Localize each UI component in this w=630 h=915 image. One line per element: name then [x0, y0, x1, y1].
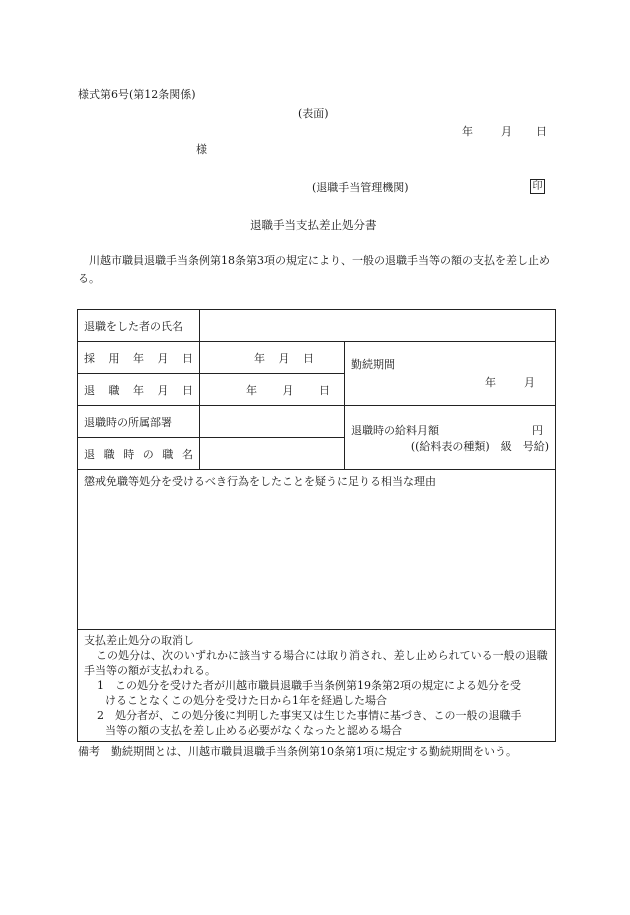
hire-label-char: 日	[182, 351, 193, 365]
hire-day-unit: 日	[303, 351, 314, 365]
form-table	[77, 309, 556, 742]
post-value-cell	[200, 438, 345, 470]
salary-detail: ((給料表の種類) 級 号給)	[410, 439, 549, 453]
cancel-intro: この処分は、次のいずれかに該当する場合には取り消され、差し止められている一般の退職手当等の額が支払われる。	[84, 649, 548, 677]
remark: 備考 勤続期間とは、川越市職員退職手当条例第10条第1項に規定する勤続期間をいう。	[78, 745, 517, 758]
post-label-char: 名	[181, 447, 193, 461]
retire-label-char: 退	[84, 383, 95, 397]
date-day: 日	[536, 125, 547, 138]
document-title: 退職手当支払差止処分書	[250, 218, 377, 232]
hire-year-unit: 年	[254, 351, 265, 365]
issuer-label: (退職手当管理機関)	[312, 181, 409, 194]
name-label: 退職をした者の氏名	[78, 310, 200, 342]
dept-value-cell	[200, 406, 345, 438]
post-label	[78, 438, 200, 470]
post-label-char: 時	[123, 447, 135, 461]
hire-label-char: 年	[133, 351, 144, 365]
retire-date-cell	[200, 374, 345, 406]
cancel-item-2-cont: 当等の額の支払を差し止める必要がなくなったと認める場合	[105, 724, 402, 737]
retire-label-char: 日	[182, 383, 193, 397]
cancel-item-1: 1 この処分を受けた者が川越市職員退職手当条例第19条第2項の規定による処分を受	[97, 679, 521, 692]
retire-month-unit: 月	[282, 383, 294, 397]
cancel-item-2: 2 処分者が、この処分後に判明した事実又は生じた事情に基づき、この一般の退職手	[97, 709, 522, 722]
cancellation-cell	[78, 630, 556, 742]
hire-label-char: 月	[157, 351, 169, 365]
hire-date-label	[78, 342, 200, 374]
side-label: (表面)	[298, 107, 329, 120]
date-line	[462, 125, 547, 138]
salary-label: 退職時の給料月額	[351, 423, 439, 437]
seal-mark: 印	[530, 179, 545, 194]
post-label-char: 職	[162, 447, 174, 461]
reason-cell	[78, 470, 556, 630]
cancel-item-1-cont: けることなくこの処分を受けた日から1年を経過した場合	[105, 694, 387, 707]
salary-unit: 円	[532, 423, 543, 437]
hire-month-unit: 月	[278, 351, 290, 365]
hire-label-char: 用	[108, 351, 120, 365]
retire-label-char: 月	[157, 383, 169, 397]
post-label-char: 退	[84, 447, 95, 461]
name-value-cell	[200, 310, 556, 342]
service-label: 勤続期間	[351, 358, 395, 371]
retire-label-char: 職	[108, 383, 120, 397]
salary-cell	[345, 406, 556, 470]
service-month-unit: 月	[524, 376, 535, 389]
hire-label-char: 採	[84, 351, 95, 365]
date-year: 年	[462, 125, 473, 138]
retire-label-char: 年	[133, 383, 144, 397]
post-label-char: の	[142, 447, 154, 461]
service-year-unit: 年	[485, 376, 496, 389]
retire-date-label	[78, 374, 200, 406]
service-period-cell	[345, 342, 556, 406]
reason-label: 懲戒免職等処分を受けるべき行為をしたことを疑うに足りる相当な理由	[84, 475, 436, 488]
dept-label: 退職時の所属部署	[78, 406, 200, 438]
post-label-char: 職	[103, 447, 115, 461]
cancel-heading: 支払差止処分の取消し	[84, 634, 194, 647]
hire-date-cell	[200, 342, 345, 374]
body-text: 川越市職員退職手当条例第18条第3項の規定により、一般の退職手当等の額の支払を差し止める。	[78, 254, 550, 285]
form-number: 様式第6号(第12条関係)	[78, 88, 196, 101]
addressee-suffix: 様	[196, 143, 207, 156]
date-month: 月	[501, 125, 512, 138]
retire-year-unit: 年	[246, 383, 257, 397]
retire-day-unit: 日	[319, 383, 330, 397]
